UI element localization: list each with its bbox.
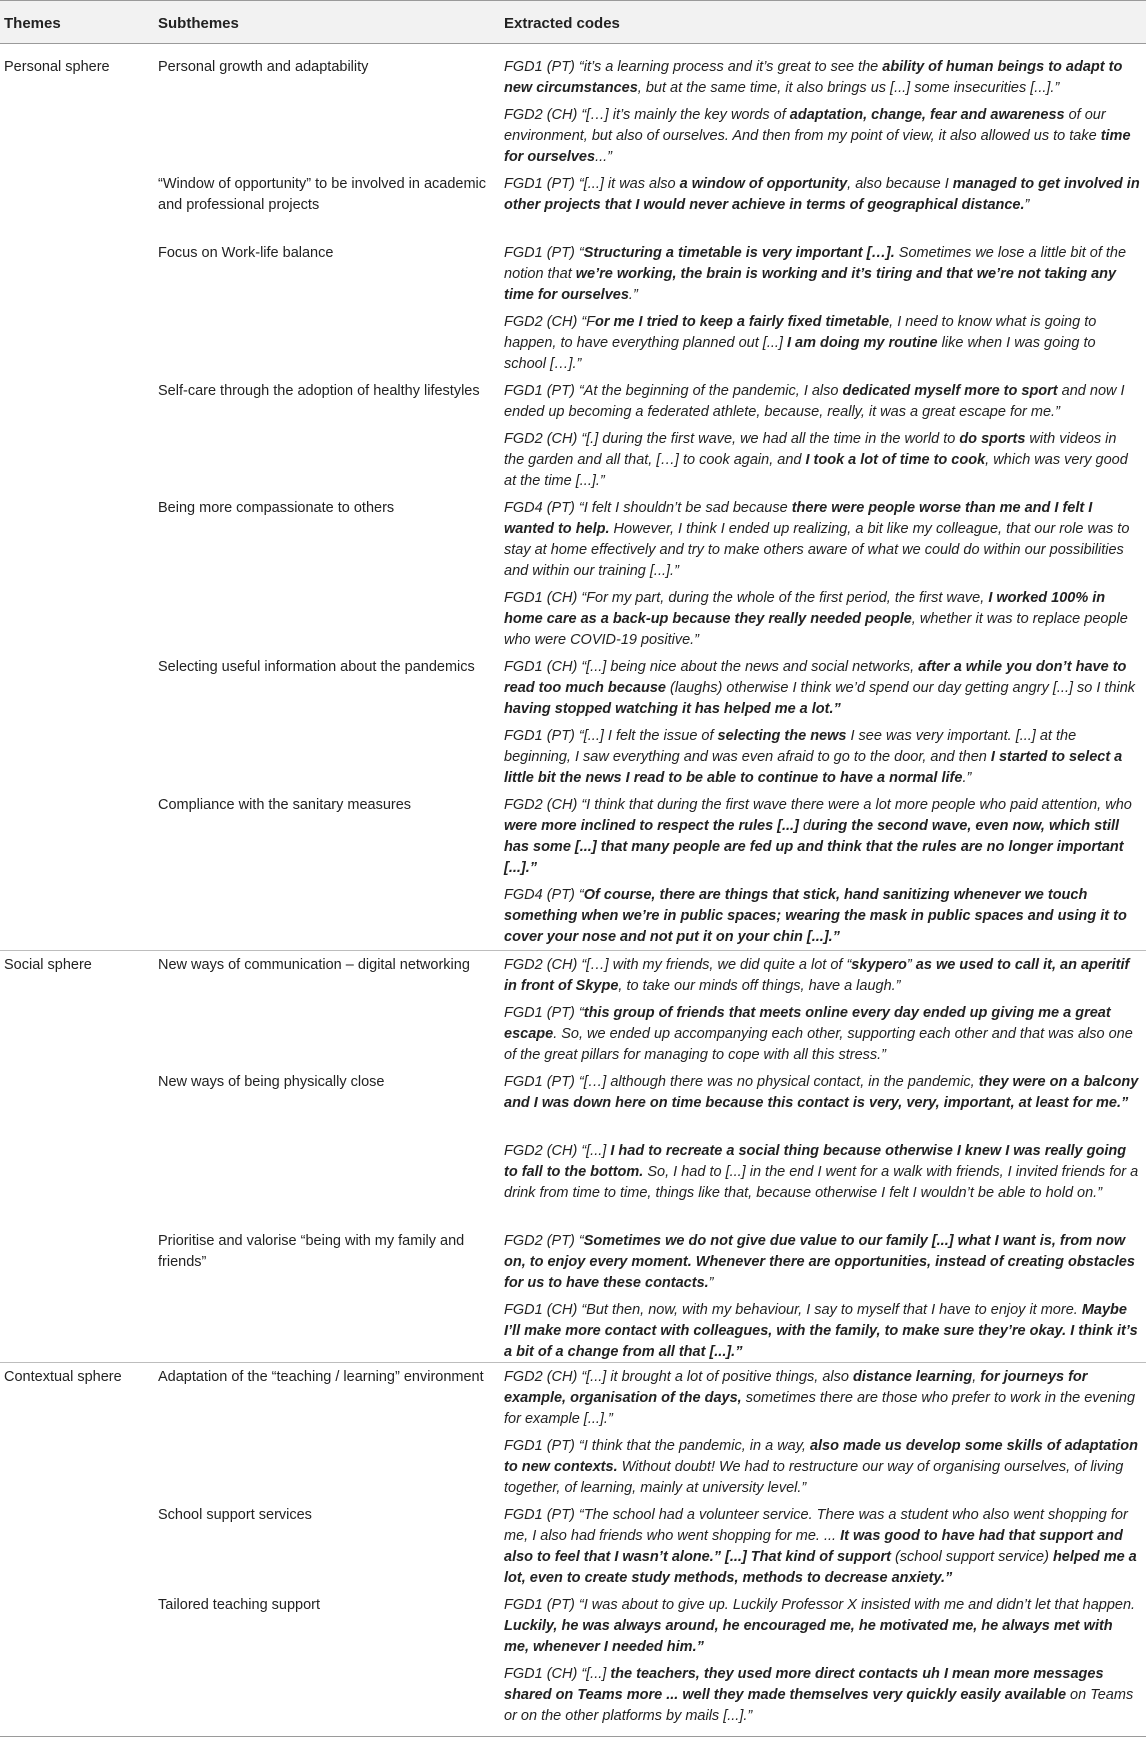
extracted-code-quote: FGD1 (PT) “I think that the pandemic, in a way, also made us develop some skills of adaptation to new contexts. Without doubt! We had to restructure our way of organising ourselves, of living together, of learning, mainly at university level.” bbox=[504, 1438, 1138, 1496]
extracted-code-quote: FGD1 (CH) “For my part, during the whole of the first period, the first wave, I worked 100% in home care as a back-up because they really needed people, whether it was to replace people who were COVID-19 positive.” bbox=[504, 590, 1128, 648]
subtheme-label: Self-care through the adoption of healthy lifestyles bbox=[158, 383, 480, 399]
extracted-code-quote: FGD2 (CH) “[...] it brought a lot of positive things, also distance learning, for journeys for example, organisation of the days, sometimes there are those who prefer to work in the evening for example [...].” bbox=[504, 1369, 1136, 1427]
header-themes: Themes bbox=[4, 15, 61, 32]
extracted-code-quote: FGD1 (CH) “But then, now, with my behaviour, I say to myself that I have to enjoy it more. Maybe I’ll make more contact with colleagues, with the family, to make sure they’re okay. I think it’s a bit of a change from all that [...].” bbox=[504, 1302, 1138, 1360]
extracted-code-quote: FGD1 (PT) “[...] I felt the issue of selecting the news I see was very important. [...] at the beginning, I saw everything and was even afraid to go to the door, and then I started to select a little bit the news I read to be able to continue to have a normal life.” bbox=[504, 728, 1123, 786]
extracted-code-quote: FGD1 (PT) “it’s a learning process and it’s great to see the ability of human beings to adapt to new circumstances, but at the same time, it also brings us [...] some insecurities [...].” bbox=[504, 59, 1123, 96]
subtheme-label: New ways of communication – digital networking bbox=[158, 957, 470, 973]
extracted-code-quote: FGD1 (PT) “The school had a volunteer service. There was a student who also went shopping for me, I also had friends who went shopping for me. ... It was good to have had that support and also to feel that I wasn’t alone.” [...] That kind of support (school support service) helped me a lot, even to create study methods, methods to decrease anxiety.” bbox=[504, 1507, 1137, 1586]
subtheme-label: Personal growth and adaptability bbox=[158, 59, 369, 75]
header-subthemes: Subthemes bbox=[158, 15, 239, 32]
theme-separator bbox=[0, 1362, 1146, 1363]
subtheme-label: Selecting useful information about the pandemics bbox=[158, 659, 475, 675]
extracted-code-quote: FGD2 (CH) “For me I tried to keep a fairly fixed timetable, I need to know what is going to happen, to have everything planned out [...] I am doing my routine like when I was going to school […].” bbox=[504, 314, 1097, 372]
extracted-code-quote: FGD2 (PT) “Sometimes we do not give due value to our family [...] what I want is, from now on, to enjoy every moment. Whenever there are opportunities, instead of creating obstacles for us to have these contacts.” bbox=[504, 1233, 1135, 1291]
extracted-code-quote: FGD1 (PT) “At the beginning of the pandemic, I also dedicated myself more to sport and now I ended up becoming a federated athlete, because, really, it was a great escape for me.” bbox=[504, 383, 1125, 420]
extracted-code-quote: FGD1 (PT) “Structuring a timetable is very important […]. Sometimes we lose a little bit of the notion that we’re working, the brain is working and it’s tiring and that we’re not taking any time for ourselves.” bbox=[504, 245, 1127, 303]
subtheme-label: Focus on Work-life balance bbox=[158, 245, 334, 261]
subtheme-label: Tailored teaching support bbox=[158, 1597, 321, 1613]
subtheme-label: New ways of being physically close bbox=[158, 1074, 385, 1090]
extracted-code-quote: FGD2 (CH) “[.] during the first wave, we had all the time in the world to do sports with videos in the garden and all that, […] to cook again, and I took a lot of time to cook, which was very good at the time [...].” bbox=[504, 431, 1128, 489]
subtheme-label: School support services bbox=[158, 1507, 312, 1523]
extracted-code-quote: FGD2 (CH) “[…] it’s mainly the key words of adaptation, change, fear and awareness of our environment, but also of ourselves. And then from my point of view, it also allowed us to take time for ourselves...” bbox=[504, 107, 1131, 165]
extracted-code-quote: FGD4 (PT) “I felt I shouldn’t be sad because there were people worse than me and I felt I wanted to help. However, I think I ended up realizing, a bit like my colleague, that our role was to stay at home effectively and try to make others aware of what we could do within our possibilities and within our training [...].” bbox=[504, 500, 1130, 579]
extracted-code-quote: FGD1 (CH) “[...] being nice about the news and social networks, after a while you don’t have to read too much because (laughs) otherwise I think we’d spend our day getting angry [...] so I think having stopped watching it has helped me a lot.” bbox=[504, 659, 1136, 717]
extracted-code-quote: FGD2 (CH) “I think that during the first wave there were a lot more people who paid attention, who were more inclined to respect the rules [...] during the second wave, even now, which still has some [...] that many people are fed up and think that the rules are no longer important [...].” bbox=[504, 797, 1132, 876]
extracted-code-quote: FGD1 (CH) “[...] the teachers, they used more direct contacts uh I mean more messages shared on Teams more ... well they made themselves very quickly easily available on Teams or on the other platforms by mails [...].” bbox=[504, 1666, 1134, 1724]
subtheme-label: Prioritise and valorise “being with my family and friends” bbox=[158, 1233, 465, 1270]
extracted-code-quote: FGD1 (PT) “[...] it was also a window of opportunity, also because I managed to get involved in other projects that I would never achieve in terms of geographical distance.” bbox=[504, 176, 1140, 213]
theme-label: Personal sphere bbox=[4, 59, 110, 75]
subtheme-label: “Window of opportunity” to be involved in academic and professional projects bbox=[158, 176, 487, 213]
extracted-code-quote: FGD2 (CH) “[...] I had to recreate a social thing because otherwise I knew I was really going to fall to the bottom. So, I had to [...] in the end I went for a walk with friends, I invited friends for a drink from time to time, things like that, because otherwise I felt I wouldn’t be able to hold on.” bbox=[504, 1143, 1139, 1201]
extracted-code-quote: FGD2 (CH) “[…] with my friends, we did quite a lot of “skypero” as we used to call it, an aperitif in front of Skype, to take our minds off things, have a laugh.” bbox=[504, 957, 1130, 994]
header-extracted-codes: Extracted codes bbox=[504, 15, 620, 32]
extracted-code-quote: FGD1 (PT) “this group of friends that meets online every day ended up giving me a great escape. So, we ended up accompanying each other, supporting each other and that was also one of the great pillars for managing to cope with all this stress.” bbox=[504, 1005, 1133, 1063]
theme-separator bbox=[0, 950, 1146, 951]
theme-label: Social sphere bbox=[4, 957, 92, 973]
table-bottom-rule bbox=[0, 1736, 1146, 1737]
extracted-code-quote: FGD1 (PT) “[…] although there was no physical contact, in the pandemic, they were on a balcony and I was down here on time because this contact is very, very, important, at least for me.” bbox=[504, 1074, 1139, 1111]
table-header bbox=[0, 0, 1146, 44]
subtheme-label: Compliance with the sanitary measures bbox=[158, 797, 412, 813]
extracted-code-quote: FGD4 (PT) “Of course, there are things that stick, hand sanitizing whenever we touch something when we’re in public spaces; wearing the mask in public spaces and using it to cover your nose and not put it on your chin [...].” bbox=[504, 887, 1127, 945]
theme-label: Contextual sphere bbox=[4, 1369, 122, 1385]
subtheme-label: Adaptation of the “teaching / learning” environment bbox=[158, 1369, 484, 1385]
subtheme-label: Being more compassionate to others bbox=[158, 500, 395, 516]
extracted-code-quote: FGD1 (PT) “I was about to give up. Luckily Professor X insisted with me and didn’t let that happen. Luckily, he was always around, he encouraged me, he motivated me, he always met with me, whenever I needed him.” bbox=[504, 1597, 1136, 1655]
